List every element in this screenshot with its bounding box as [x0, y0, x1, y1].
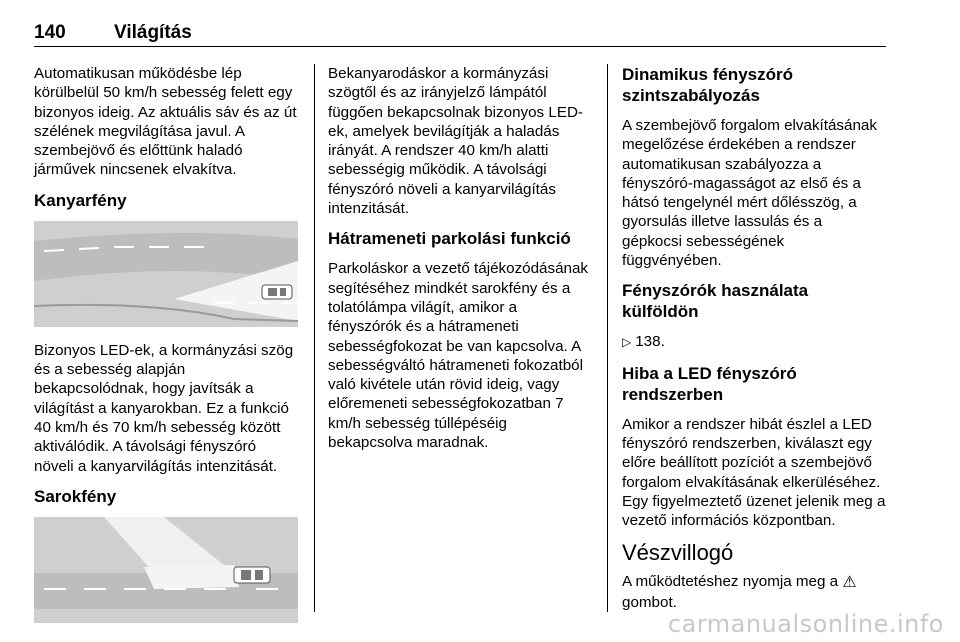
column-right — [622, 64, 886, 622]
kanyarfeny-paragraph: Bizonyos LED-ek, a kormányzási szög és a sebesség alapján bekapcsolódnak, hogy javítsák a világítást a kanyarokban. Ez a funkció 40 km/h és 70 km/h sebesség között aktiválódik. A távolsági fényszóró növeli a kanyarvilágítás intenzitását. — [34, 341, 294, 475]
fault-paragraph: Amikor a rendszer hibát észlel a LED fényszóró rendszerben, kiválaszt egy előre beállított pozíciót a szembejövő forgalom elvakításának elkerüléséhez. Egy figyelmeztető üzenet jelenik meg a vezető információs központban. — [622, 415, 886, 530]
page-reference: 138. — [635, 333, 665, 351]
hazard-paragraph — [622, 572, 886, 612]
column-middle — [328, 64, 594, 462]
sarokfeny-paragraph: Bekanyarodáskor a kormányzási szögtől és az irányjelző lámpától függően bekapcsolnak bizonyos LED-ek, amelyek bevilágítják a haladás irányát. A rendszer 40 km/h alatti sebességig működik. A távolsági fényszóró növeli a kanyarvilágítás intenzitását. — [328, 65, 583, 218]
intro-paragraph: Automatikusan működésbe lép körülbelül 50 km/h sebesség felett egy bizonyos ideig. Az aktuális sáv és az út szélének megvilágítása javul. A szembejövő és előttünk haladó járművek nincsenek elvakítva. — [34, 65, 297, 179]
dynamic-leveling-heading: Dinamikus fényszóró szintszabályozás — [622, 65, 793, 105]
hazard-heading: Vészvillogó — [622, 540, 734, 566]
watermark: carmanualsonline.info — [667, 610, 944, 638]
dynamic-leveling-paragraph: A szembejövő forgalom elvakításának megelőzése érdekében a rendszer automatikusan szabályozza a fényszóró-magasságot az első és a hátsó tengelynél mért dőlésszög, a gyorsulás illetve lassulás és a gépkocsi sebességének függvényében. — [622, 117, 877, 270]
abroad-reference[interactable] — [622, 332, 886, 352]
column-divider — [607, 64, 608, 612]
hazard-warning-icon: ⚠ — [842, 574, 857, 592]
parking-heading: Hátrameneti parkolási funkció — [328, 229, 571, 249]
corner-light-illustration — [34, 517, 298, 623]
sarokfeny-heading: Sarokfény — [34, 486, 117, 506]
parking-paragraph: Parkoláskor a vezető tájékozódásának segítéséhez mindkét sarokfény és a tolatólámpa világít, amikor a fényszórók és a hátrameneti sebességfokozat be van kapcsolva. A sebességváltó hátrameneti fokozatból való kivétele után rövid ideig, vagy előremeneti sebességfokozatban 7 km/h sebesség túllépéséig bekapcsolva maradnak. — [328, 260, 589, 452]
page-number: 140 — [34, 22, 66, 43]
column-divider — [314, 64, 315, 612]
hazard-text-before: A működtetéshez nyomja meg a — [622, 573, 839, 591]
page-header — [34, 8, 886, 47]
kanyarfeny-heading: Kanyarfény — [34, 190, 127, 210]
column-left — [34, 64, 298, 637]
abroad-heading: Fényszórók használata külföldön — [622, 281, 809, 322]
triangle-right-reference-icon: ▷ — [622, 335, 632, 350]
hazard-text-after: gombot. — [622, 593, 677, 611]
section-title: Világítás — [114, 22, 192, 43]
fault-heading: Hiba a LED fényszóró rendszerben — [622, 363, 797, 404]
cornering-light-illustration — [34, 221, 298, 327]
